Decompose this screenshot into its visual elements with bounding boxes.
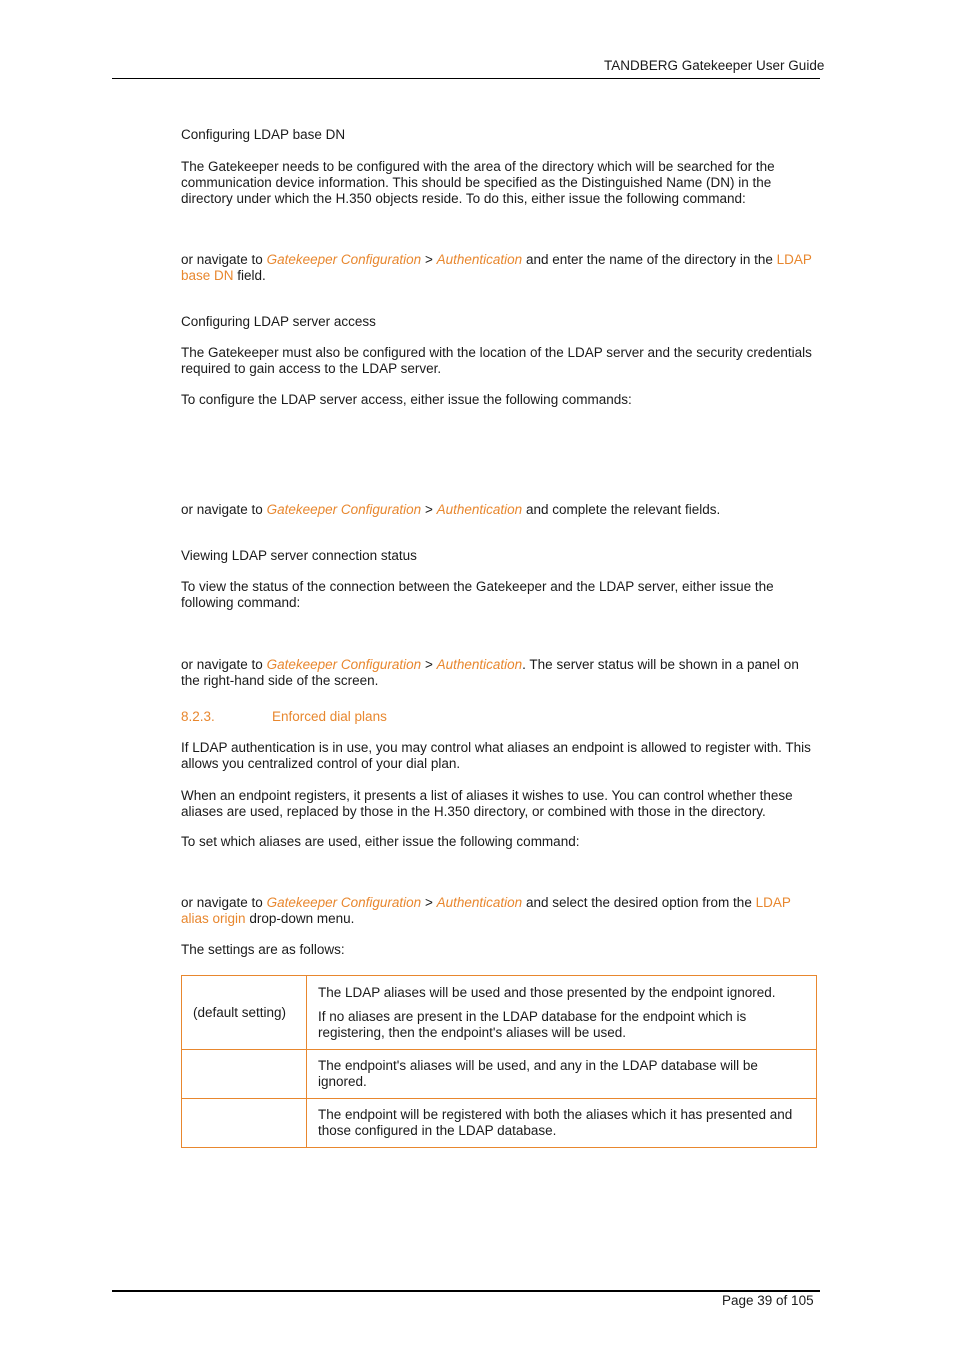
authentication-link[interactable]: Authentication (436, 252, 523, 267)
nav-suffix: drop-down menu. (249, 911, 355, 926)
setting-description (307, 1099, 817, 1148)
section-title: Enforced dial plans (272, 709, 387, 724)
nav-separator: > (424, 252, 433, 267)
setting-description-note: If no aliases are present in the LDAP database for the endpoint which is registering, then the endpoint's aliases will be used. (318, 1008, 747, 1040)
page-number: Page 39 of 105 (722, 1293, 814, 1308)
server-access-nav-paragraph (181, 502, 821, 518)
server-access-commands-intro: To configure the LDAP server access, either issue the following commands: (181, 392, 632, 407)
nav-mid-text: and select the desired option from the (525, 895, 752, 910)
nav-separator: > (424, 895, 433, 910)
nav-separator: > (424, 502, 433, 517)
section-number: 8.2.3. (181, 709, 215, 724)
table-row (182, 976, 817, 1050)
authentication-link[interactable]: Authentication (436, 502, 523, 517)
dial-plan-paragraph-1: If LDAP authentication is in use, you may control what aliases an endpoint is allowed to register with. This allows you centralized control of your dial plan. (181, 740, 811, 771)
setting-key (182, 1050, 307, 1099)
dial-plan-paragraph-2: When an endpoint registers, it presents a list of aliases it wishes to use. You can control whether these aliases are used, replaced by those in the H.350 directory, or combined with those in the directory. (181, 788, 793, 819)
base-dn-heading: Configuring LDAP base DN (181, 127, 346, 142)
setting-key: (default setting) (182, 976, 307, 1050)
setting-key (182, 1099, 307, 1148)
header-rule (112, 78, 820, 79)
ldap-alias-origin-field-link[interactable]: LDAP alias origin (181, 895, 791, 926)
base-dn-body: The Gatekeeper needs to be configured with the area of the directory which will be searched for the communication device information. This should be specified as the Distinguished Name (DN) in the directory under which the H.350 objects reside. To do this, either issue the following command: (181, 159, 775, 206)
table-row (182, 1050, 817, 1099)
base-dn-nav-paragraph (181, 252, 821, 284)
gatekeeper-configuration-link[interactable]: Gatekeeper Configuration (266, 252, 422, 267)
document-header-title: TANDBERG Gatekeeper User Guide (604, 58, 825, 73)
gatekeeper-configuration-link[interactable]: Gatekeeper Configuration (266, 502, 422, 517)
setting-description (307, 1050, 817, 1099)
dial-plan-paragraph-3: To set which aliases are used, either issue the following command: (181, 834, 580, 849)
ldap-base-dn-field-link[interactable]: LDAP base DN (181, 252, 812, 283)
gatekeeper-configuration-link[interactable]: Gatekeeper Configuration (266, 895, 422, 910)
nav-prefix: or navigate to (181, 252, 263, 267)
setting-description-text: The LDAP aliases will be used and those presented by the endpoint ignored. (318, 984, 776, 1000)
nav-prefix: or navigate to (181, 895, 263, 910)
nav-mid-text: and enter the name of the directory in the (525, 252, 773, 267)
nav-suffix: . The server status will be shown in a panel on the right-hand side of the screen. (181, 657, 799, 688)
status-heading: Viewing LDAP server connection status (181, 548, 417, 563)
authentication-link[interactable]: Authentication (436, 895, 523, 910)
server-access-body: The Gatekeeper must also be configured with the location of the LDAP server and the security credentials required to gain access to the LDAP server. (181, 345, 812, 376)
setting-description (307, 976, 817, 1050)
setting-description-text: The endpoint will be registered with both the aliases which it has presented and those configured in the LDAP database. (318, 1107, 793, 1138)
footer-rule (112, 1290, 820, 1292)
nav-suffix: and complete the relevant fields. (525, 502, 721, 517)
status-nav-paragraph (181, 657, 821, 689)
nav-prefix: or navigate to (181, 502, 263, 517)
gatekeeper-configuration-link[interactable]: Gatekeeper Configuration (266, 657, 422, 672)
nav-separator: > (424, 657, 433, 672)
dial-plan-nav-paragraph (181, 895, 821, 927)
nav-prefix: or navigate to (181, 657, 263, 672)
setting-description-text: The endpoint's aliases will be used, and any in the LDAP database will be ignored. (318, 1058, 758, 1089)
status-body: To view the status of the connection between the Gatekeeper and the LDAP server, either issue the following command: (181, 579, 774, 610)
settings-table (181, 975, 817, 1148)
table-row (182, 1099, 817, 1148)
nav-suffix: field. (237, 268, 266, 283)
server-access-heading: Configuring LDAP server access (181, 314, 376, 329)
authentication-link[interactable]: Authentication (436, 657, 523, 672)
settings-intro: The settings are as follows: (181, 942, 345, 957)
